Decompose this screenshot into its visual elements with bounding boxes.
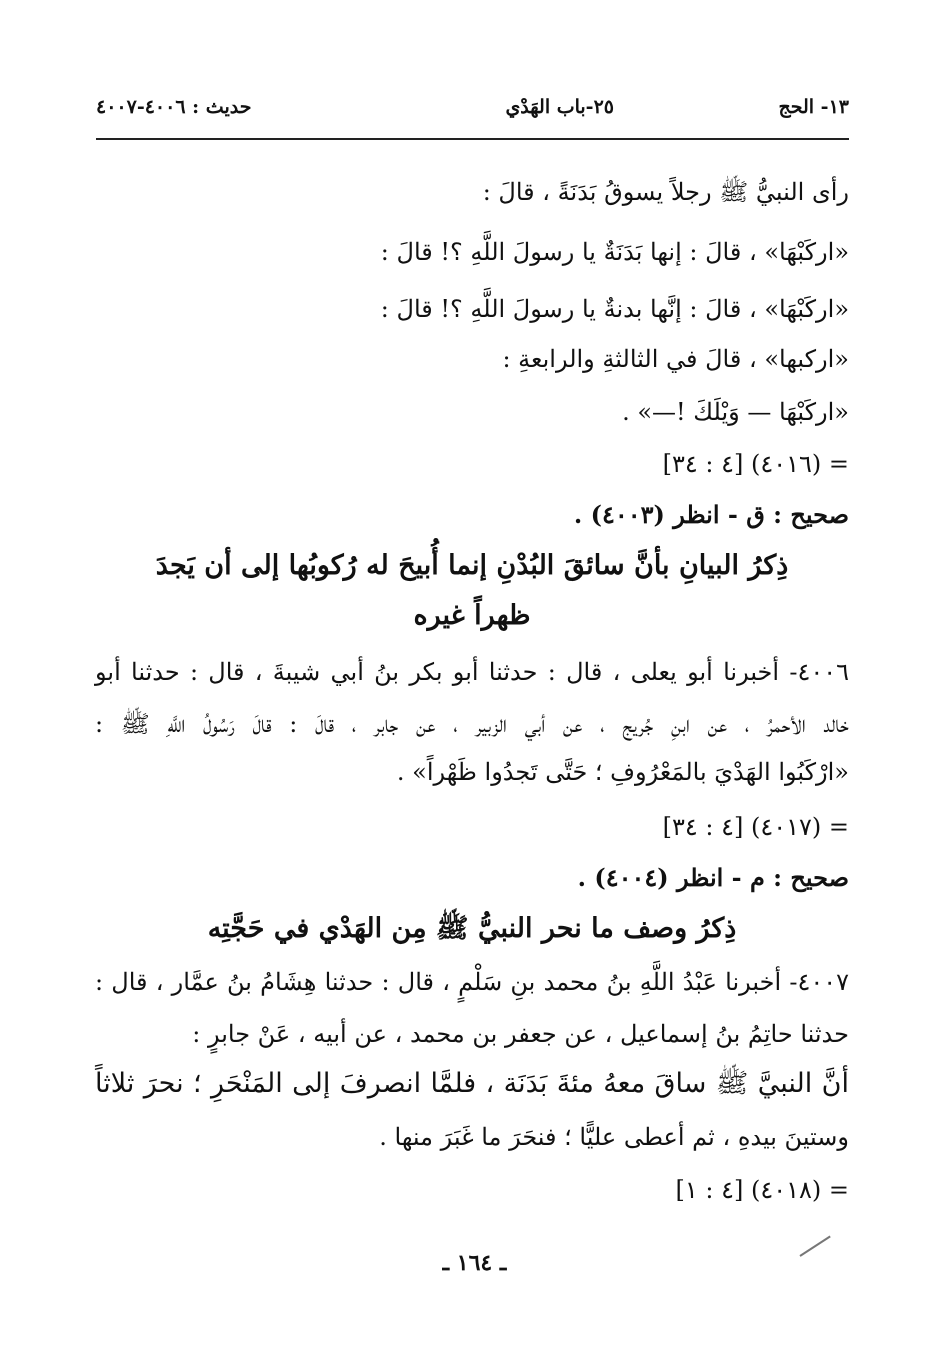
matn-line-1: أنَّ النبيَّ ﷺ ساقَ معهُ مئةَ بَدَنَة ، فلمَّا انصرفَ إلى المَنْحَرِ ؛ نحرَ ثلاثاً — [95, 1068, 849, 1099]
text-line: «اركَبْهَا — وَيْلَكَ !—» . — [622, 398, 849, 426]
hadith-reference: = (٤٠١٧) [٤ : ٣٤] — [662, 813, 849, 841]
hadith-reference: = (٤٠١٨) [٤ : ١] — [675, 1176, 849, 1204]
header-rule — [96, 138, 849, 140]
isnad-line-2: حدثنا حاتِمُ بنُ إسماعيل ، عن جعفر بن محمد ، عن أبيه ، عَنْ جابرٍ : — [192, 1020, 849, 1048]
header-section: ٢٥-باب الهَدْي — [505, 96, 614, 118]
hadith-grade: صحيح : م - انظر (٤٠٠٤) . — [577, 863, 849, 892]
isnad-line-2: خالد الأحمرُ ، عن ابنِ جُريج ، عن أبي الزبير ، عن جابر ، قالَ : قالَ رَسُولُ اللَّهِ ﷺ : — [95, 710, 849, 738]
chapter-heading: ذِكرُ وصف ما نحر النبيُّ ﷺ مِن الهَدْي في حَجَّتِه — [207, 913, 737, 944]
isnad-line-1: ٤٠٠٦- أخبرنا أبو يعلى ، قال : حدثنا أبو بكر بنُ أبي شيبةَ ، قال : حدثنا أبو — [95, 658, 850, 686]
chapter-heading-line-1: ذِكرُ البيانِ بأنَّ سائقَ البُدْنِ إنما أُبيحَ له رُكوبُها إلى أن يَجدَ — [155, 550, 789, 581]
text-line: «اركبها» ، قالَ في الثالثةِ والرابعةِ : — [502, 345, 849, 373]
text-line: «اركَبْهَا» ، قالَ : إنها بَدَنَةٌ يا رسولَ اللَّهِ ؟! قالَ : — [380, 238, 849, 266]
matn-line: «ارْكَبُوا الهَدْيَ بالمَعْرُوفِ ؛ حَتَّى تَجدُوا ظَهْراً» . — [396, 758, 849, 786]
hadith-reference: = (٤٠١٦) [٤ : ٣٤] — [662, 450, 849, 478]
isnad-line-1: ٤٠٠٧- أخبرنا عَبْدُ اللَّهِ بنُ محمد بنِ سَلْمٍ ، قال : حدثنا هِشَامُ بنُ عمَّار ، قال : — [95, 968, 849, 996]
page-number: ـ ١٦٤ ـ — [442, 1250, 507, 1276]
hadith-grade: صحيح : ق - انظر (٤٠٠٣) . — [573, 500, 849, 529]
text-line: «اركَبْهَا» ، قالَ : إنَّها بدنةٌ يا رسولَ اللَّهِ ؟! قالَ : — [380, 295, 849, 323]
running-header — [96, 92, 849, 126]
header-chapter: ١٣- الحج — [778, 96, 849, 118]
chapter-heading-line-2: ظهراً غيره — [413, 600, 531, 631]
matn-line-2: وستينَ بيدهِ ، ثم أعطى عليًّا ؛ فنحَرَ ما غَبَرَ منها . — [379, 1123, 849, 1151]
header-hadith-range: حديث : ٤٠٠٦-٤٠٠٧ — [96, 96, 252, 118]
text-line: رأى النبيُّ ﷺ رجلاً يسوقُ بَدَنَةً ، قالَ : — [482, 178, 849, 206]
